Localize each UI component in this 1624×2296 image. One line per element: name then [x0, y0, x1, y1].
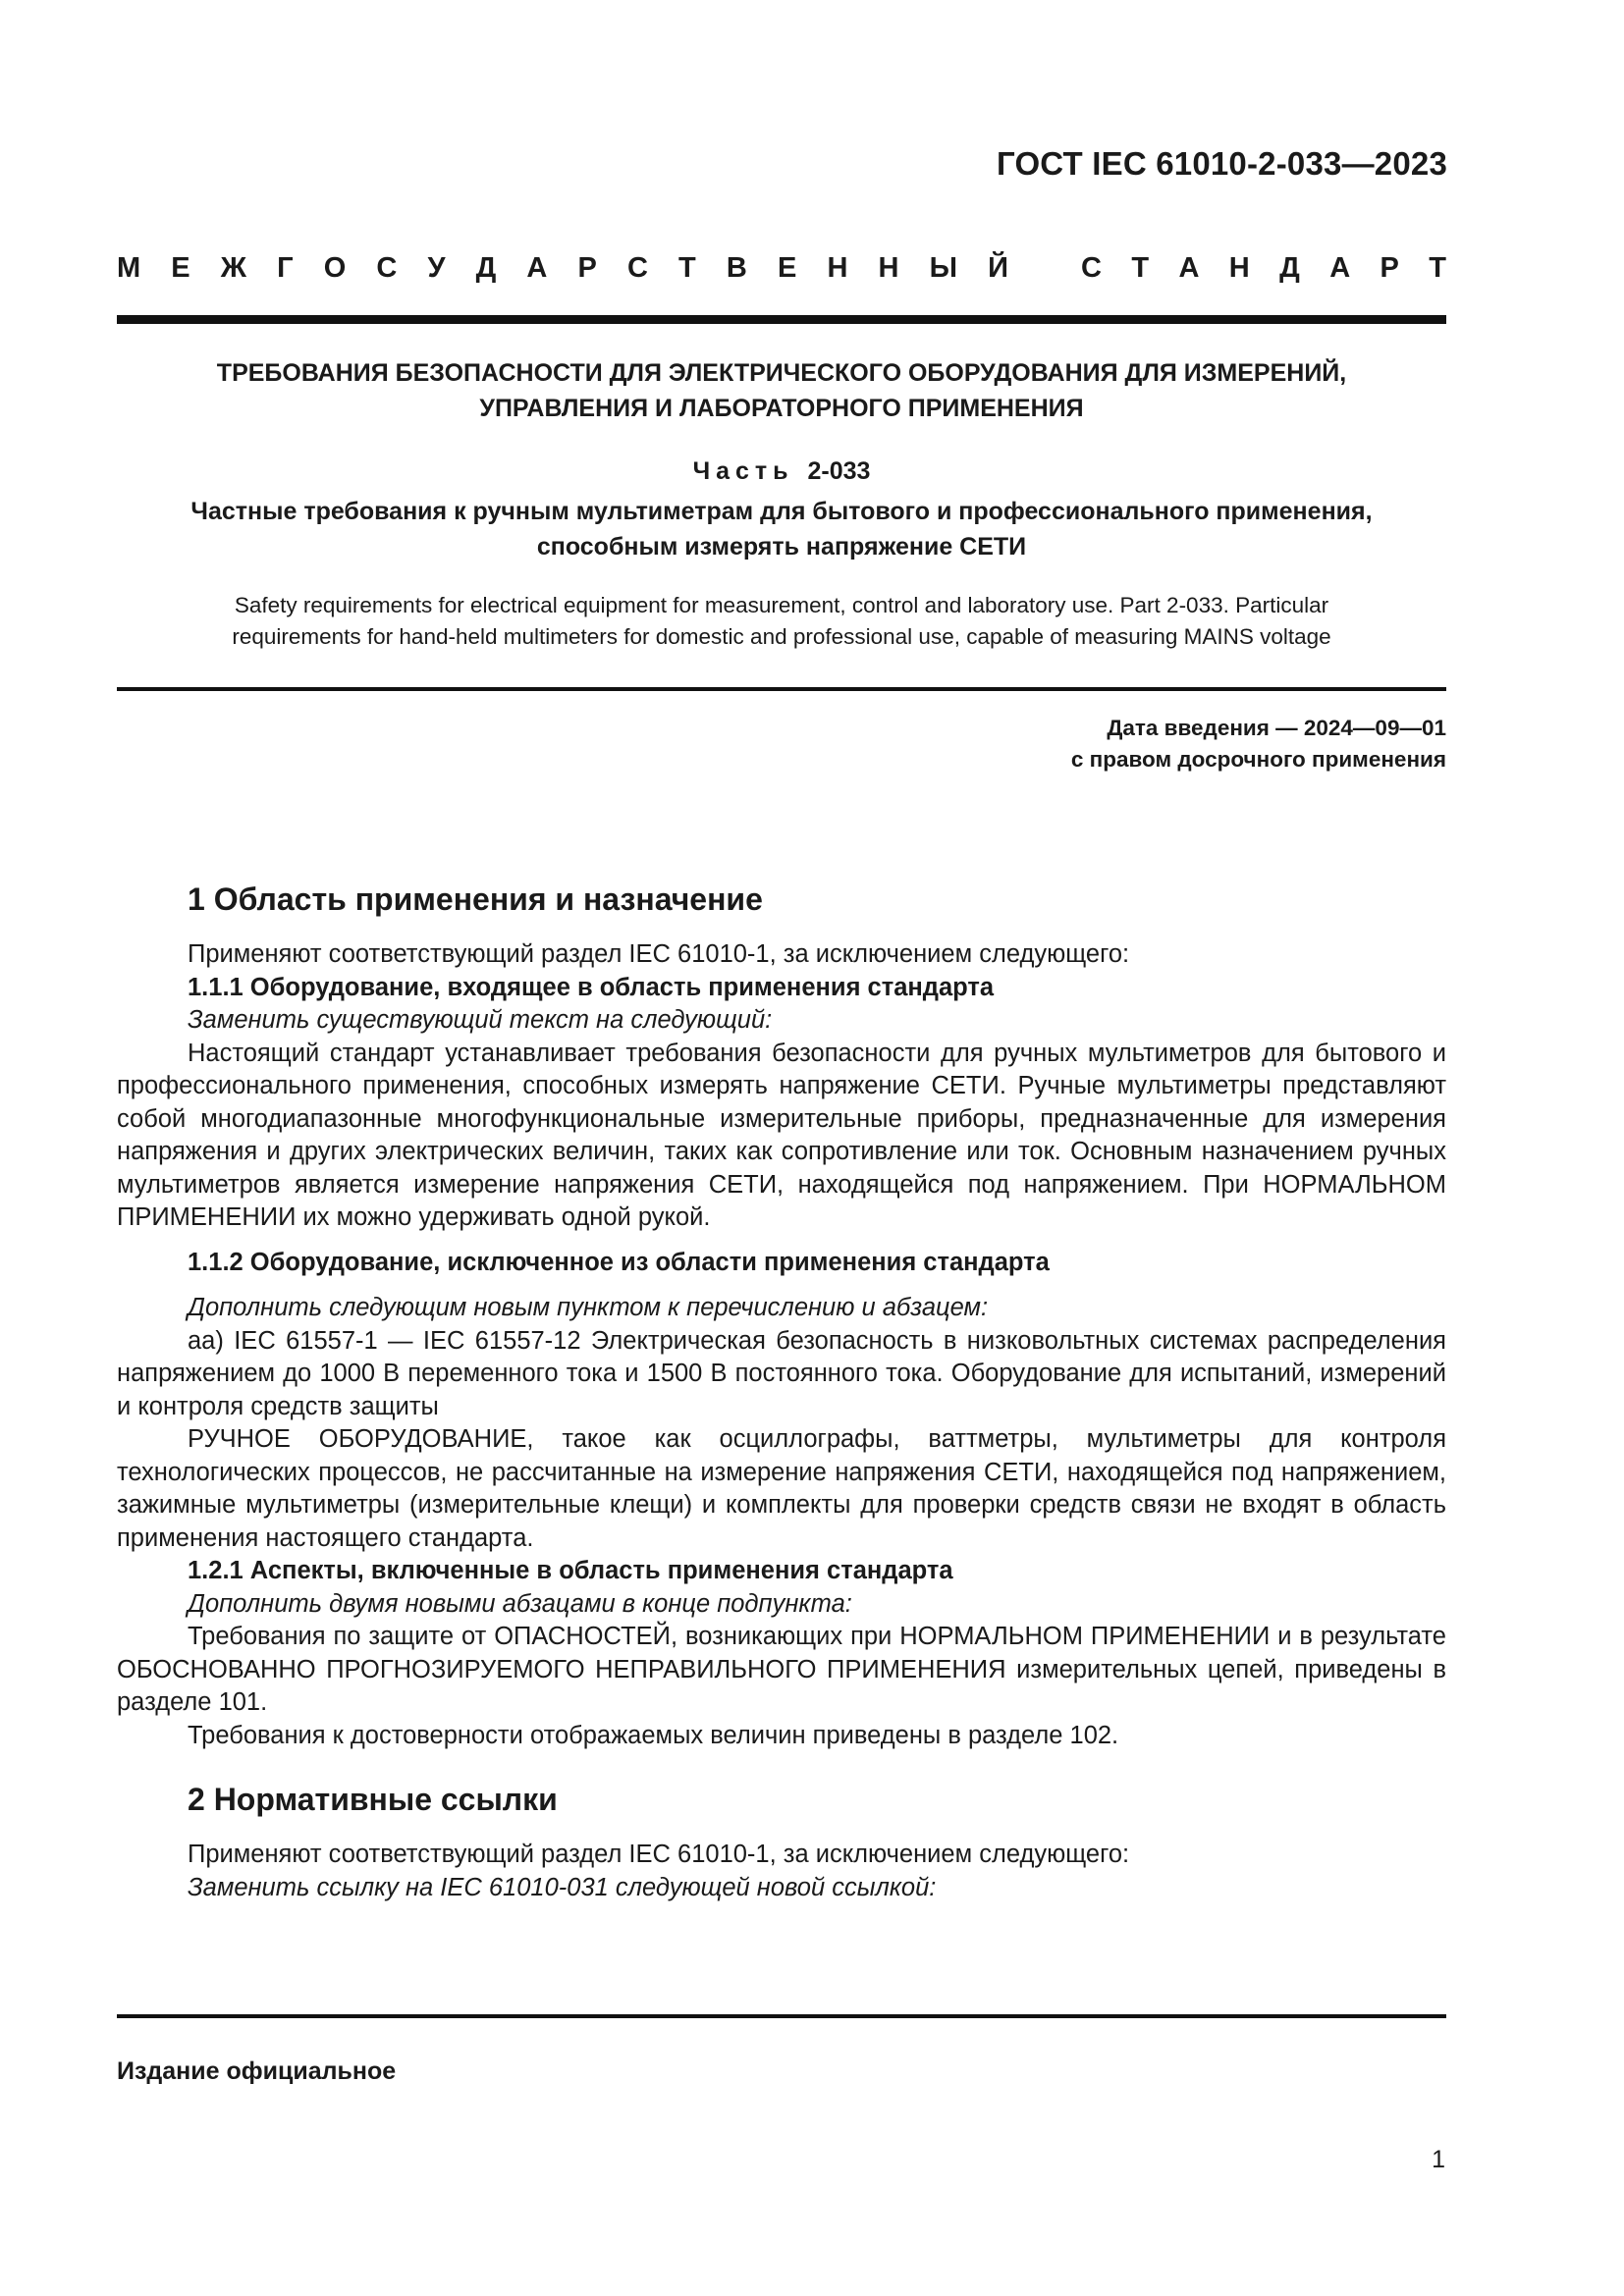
main-title-line-2: УПРАВЛЕНИЯ И ЛАБОРАТОРНОГО ПРИМЕНЕНИЯ	[479, 395, 1084, 422]
banner-letter: Е	[171, 252, 190, 284]
subsection-1-1-2-item: аа) IEC 61557-1 — IEC 61557-12 Электрическая безопасность в низковольтных системах распределения напряжением до 1000 В переменного тока и 1500 В постоянного тока. Оборудование для испытаний, измерений и контроля средств защиты	[117, 1326, 1446, 1420]
banner-letter: Т	[1429, 252, 1446, 284]
standard-number: ГОСТ IEC 61010-2-033—2023	[996, 145, 1447, 182]
banner-letter: Т	[678, 252, 696, 284]
banner-letter: Д	[475, 252, 497, 284]
subsection-1-1-2-text: РУЧНОЕ ОБОРУДОВАНИЕ, такое как осциллографы, ваттметры, мультиметры для контроля технологических процессов, не рассчитанные на измерение напряжения СЕТИ, находящейся под напряжением, зажимные мультиметры (измерительные клещи) и комплекты для проверки средств связи не входят в область применения настоящего стандарта.	[117, 1425, 1446, 1552]
subsection-1-2-1-instruction: Дополнить двумя новыми абзацами в конце подпункта:	[188, 1589, 852, 1618]
subsection-1-1-2-instruction: Дополнить следующим новым пунктом к перечислению и абзацем:	[188, 1294, 989, 1321]
official-edition-label: Издание официальное	[117, 2057, 397, 2085]
banner-letter: Ы	[929, 252, 957, 284]
section-2-instruction: Заменить ссылку на IEC 61010-031 следующей новой ссылкой:	[188, 1873, 937, 1901]
banner-letter: Р	[577, 252, 597, 284]
subsection-1-1-1-instruction: Заменить существующий текст на следующий:	[188, 1006, 773, 1034]
banner-letter: С	[626, 252, 648, 284]
document-body	[117, 880, 1446, 1904]
sub-title-line-2: способным измерять напряжение СЕТИ	[536, 533, 1027, 561]
banner-letter: Р	[1380, 252, 1399, 284]
banner-letter: С	[1081, 252, 1102, 284]
banner-letter: Н	[878, 252, 899, 284]
section-1-heading: 1 Область применения и назначение	[188, 881, 763, 917]
subsection-1-2-1-heading: 1.2.1 Аспекты, включенные в область применения стандарта	[188, 1557, 953, 1584]
header-rule	[117, 315, 1446, 324]
section-2-heading: 2 Нормативные ссылки	[188, 1782, 558, 1817]
sub-title-line-1: Частные требования к ручным мультиметрам для бытового и профессионального применения,	[190, 498, 1373, 525]
banner-letter: Д	[1279, 252, 1300, 284]
banner-letter: В	[726, 252, 747, 284]
subsection-1-1-1-text: Настоящий стандарт устанавливает требования безопасности для ручных мультиметров для бытового и профессионального применения, способных измерять напряжение СЕТИ. Ручные мультиметры представляют собой многодиапазонные многофункциональные измерительные приборы, предназначенные для измерения напряжения и других электрических величин, таких как сопротивление или ток. Основным назначением ручных мультиметров является измерение напряжения СЕТИ, находящейся под напряжением. При НОРМАЛЬНОМ ПРИМЕНЕНИИ их можно удерживать одной рукой.	[117, 1039, 1446, 1231]
banner-letter: А	[1178, 252, 1200, 284]
page-number: 1	[1432, 2146, 1445, 2173]
interstate-standard-banner	[117, 252, 1446, 285]
banner-letter: Н	[1228, 252, 1250, 284]
english-title-line-1: Safety requirements for electrical equipment for measurement, control and laboratory use. Part 2-033. Particular	[234, 593, 1329, 617]
introduction-date	[1071, 713, 1446, 775]
subsection-1-1-1-heading: 1.1.1 Оборудование, входящее в область применения стандарта	[188, 973, 995, 1001]
banner-letter: Г	[277, 252, 294, 284]
banner-letter: Е	[777, 252, 797, 284]
title-rule	[117, 687, 1446, 691]
banner-letter: А	[1329, 252, 1351, 284]
section-1-applies: Применяют соответствующий раздел IEC 61010-1, за исключением следующего:	[188, 940, 1130, 968]
english-title-line-2: requirements for hand-held multimeters for domestic and professional use, capable of measuring MAINS voltage	[232, 624, 1331, 649]
banner-letter: Ж	[220, 252, 246, 284]
part-label	[117, 454, 1446, 488]
banner-letter: Т	[1131, 252, 1150, 284]
main-title-line-1: ТРЕБОВАНИЯ БЕЗОПАСНОСТИ ДЛЯ ЭЛЕКТРИЧЕСКОГО ОБОРУДОВАНИЯ ДЛЯ ИЗМЕРЕНИЙ,	[216, 359, 1347, 387]
date-line: Дата введения — 2024—09—01	[1107, 716, 1446, 740]
sub-title	[117, 494, 1446, 564]
main-title	[117, 355, 1446, 426]
banner-letter: У	[427, 252, 446, 284]
part-number: 2-033	[807, 457, 871, 485]
banner-letter: М	[117, 252, 141, 284]
standard-word	[1081, 252, 1446, 285]
banner-letter: А	[526, 252, 548, 284]
early-application-line: с правом досрочного применения	[1070, 747, 1446, 772]
subsection-1-2-1-text-2: Требования к достоверности отображаемых величин приведены в разделе 102.	[188, 1721, 1119, 1749]
english-title	[117, 590, 1446, 653]
banner-letter: Н	[827, 252, 848, 284]
banner-letter: О	[323, 252, 347, 284]
section-2-applies: Применяют соответствующий раздел IEC 61010-1, за исключением следующего:	[188, 1841, 1130, 1868]
subsection-1-1-2-heading: 1.1.2 Оборудование, исключенное из области применения стандарта	[188, 1248, 1050, 1276]
subsection-1-2-1-text-1: Требования по защите от ОПАСНОСТЕЙ, возникающих при НОРМАЛЬНОМ ПРИМЕНЕНИИ и в результате ОБОСНОВАННО ПРОГНОЗИРУЕМОГО НЕПРАВИЛЬНОГО ПРИМЕНЕНИЯ измерительных цепей, приведены в разделе 101.	[117, 1623, 1446, 1716]
banner-letter: С	[376, 252, 398, 284]
part-word: Часть	[692, 457, 794, 485]
footer-rule	[117, 2014, 1446, 2018]
interstate-word	[117, 252, 1008, 285]
banner-letter: Й	[988, 252, 1008, 284]
